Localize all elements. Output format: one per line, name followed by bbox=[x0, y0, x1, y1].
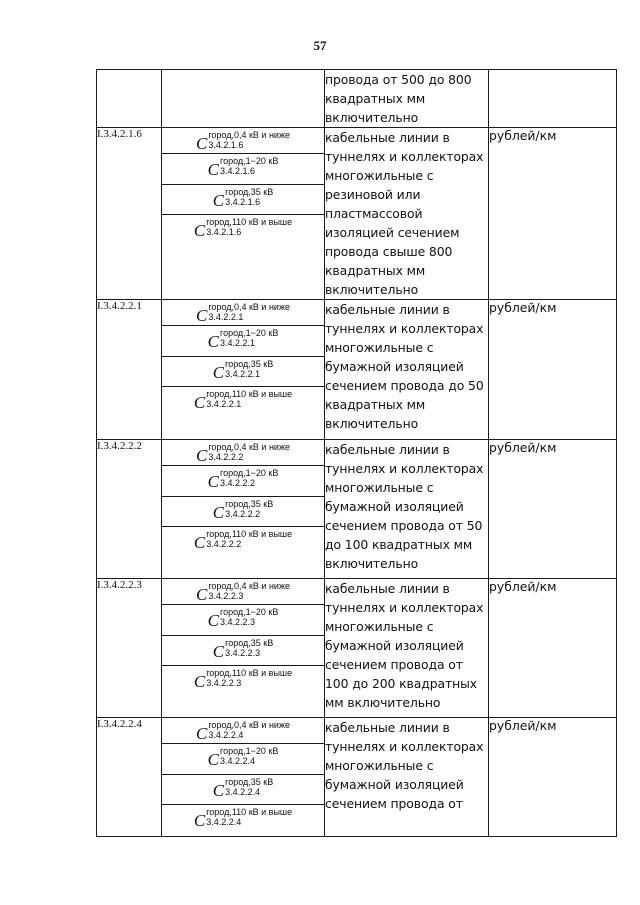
description-cell: провода от 500 до 800 квадратных мм включительно bbox=[325, 70, 489, 128]
tariff-symbol bbox=[162, 635, 324, 665]
symbol-base: C bbox=[207, 160, 219, 179]
symbol-indices bbox=[225, 777, 273, 797]
symbol-indices bbox=[220, 746, 278, 766]
tariff-symbol bbox=[162, 128, 324, 153]
description-cell: кабельные линии в туннелях и коллекторах многожильные с бумажной изоляцией сечением провода от 50 до 100 квадратных мм включительно bbox=[325, 440, 489, 579]
symbol-subscript: 3.4.2.2.4 bbox=[208, 730, 244, 740]
symbol-subscript: 3.4.2.2.2 bbox=[206, 539, 242, 549]
symbol-base: C bbox=[193, 672, 206, 691]
symbol-indices bbox=[206, 529, 292, 549]
symbol-base: C bbox=[195, 585, 208, 604]
symbol-subscript: 3.4.2.2.1 bbox=[206, 399, 242, 409]
table-row bbox=[97, 300, 617, 440]
symbol-base: C bbox=[212, 781, 225, 800]
symbol-indices bbox=[225, 499, 273, 519]
symbol-indices bbox=[220, 156, 278, 176]
symbol-superscript: город,1−20 кВ bbox=[219, 156, 279, 166]
unit-cell: рублей/км bbox=[489, 300, 617, 440]
symbol-base: C bbox=[195, 446, 208, 465]
unit-cell: рублей/км bbox=[489, 579, 617, 718]
tariff-symbol bbox=[162, 496, 324, 526]
symbol-superscript: город,0,4 кВ и ниже bbox=[208, 581, 290, 591]
symbol-base: C bbox=[193, 811, 206, 830]
unit-cell: рублей/км bbox=[489, 128, 617, 300]
symbol-superscript: город,110 кВ и выше bbox=[206, 668, 293, 678]
symbol-superscript: город,0,4 кВ и ниже bbox=[208, 442, 290, 452]
symbol-superscript: город,110 кВ и выше bbox=[206, 807, 293, 817]
tariff-symbol bbox=[162, 465, 324, 496]
symbol-cell bbox=[162, 300, 325, 440]
symbol-superscript: город,0,4 кВ и ниже bbox=[208, 130, 290, 140]
symbol-subscript: 3.4.2.2.4 bbox=[219, 756, 256, 766]
symbol-subscript: 3.4.2.1.6 bbox=[219, 166, 256, 176]
symbol-superscript: город,35 кВ bbox=[225, 359, 274, 369]
symbol-indices bbox=[220, 607, 278, 627]
symbol-indices bbox=[208, 442, 290, 462]
symbol-base: C bbox=[195, 306, 208, 325]
symbol-superscript: город,1−20 кВ bbox=[219, 468, 279, 478]
description-cell: кабельные линии в туннелях и коллекторах многожильные с бумажной изоляцией сечением провода от bbox=[325, 718, 489, 837]
tariff-symbol bbox=[162, 300, 324, 325]
description-cell: кабельные линии в туннелях и коллекторах многожильные с бумажной изоляцией сечением провода до 50 квадратных мм включительно bbox=[325, 300, 489, 440]
symbol-superscript: город,35 кВ bbox=[225, 187, 274, 197]
symbol-indices bbox=[208, 720, 290, 740]
tariff-symbol bbox=[162, 386, 324, 418]
symbol-superscript: город,35 кВ bbox=[225, 638, 274, 648]
description-cell: кабельные линии в туннелях и коллекторах многожильные с резиновой или пластмассовой изоляцией сечением провода свыше 800 квадратных мм включительно bbox=[325, 128, 489, 300]
symbol-indices bbox=[225, 638, 273, 658]
unit-cell: рублей/км bbox=[489, 440, 617, 579]
symbol-superscript: город,35 кВ bbox=[225, 777, 274, 787]
symbol-cell bbox=[162, 128, 325, 300]
symbol-indices bbox=[225, 187, 273, 207]
table-row-continuation bbox=[97, 70, 617, 128]
code-cell bbox=[97, 70, 162, 128]
code-cell: I.3.4.2.2.4 bbox=[97, 718, 162, 837]
symbol-superscript: город,110 кВ и выше bbox=[206, 217, 293, 227]
tariff-symbol bbox=[162, 604, 324, 635]
symbol-indices bbox=[208, 302, 290, 322]
symbol-cell bbox=[162, 579, 325, 718]
symbol-superscript: город,35 кВ bbox=[225, 499, 274, 509]
symbol-cell-empty bbox=[162, 70, 325, 128]
tariff-symbol bbox=[162, 325, 324, 356]
symbol-subscript: 3.4.2.2.1 bbox=[219, 338, 256, 348]
symbol-cell bbox=[162, 440, 325, 579]
symbol-indices bbox=[206, 668, 292, 688]
symbol-subscript: 3.4.2.2.3 bbox=[206, 678, 242, 688]
tariff-symbol bbox=[162, 356, 324, 386]
symbol-subscript: 3.4.2.2.1 bbox=[208, 312, 244, 322]
tariff-symbol bbox=[162, 153, 324, 184]
code-cell: I.3.4.2.2.1 bbox=[97, 300, 162, 440]
symbol-indices bbox=[206, 389, 292, 409]
tariff-symbol bbox=[162, 743, 324, 774]
symbol-subscript: 3.4.2.2.3 bbox=[208, 591, 244, 601]
symbol-subscript: 3.4.2.2.1 bbox=[225, 369, 261, 379]
tariff-symbol bbox=[162, 214, 324, 246]
symbol-base: C bbox=[212, 503, 225, 522]
symbol-base: C bbox=[207, 750, 219, 769]
tariff-symbol bbox=[162, 665, 324, 697]
unit-cell bbox=[489, 70, 617, 128]
table-row bbox=[97, 718, 617, 837]
symbol-base: C bbox=[207, 611, 219, 630]
symbol-subscript: 3.4.2.1.6 bbox=[208, 140, 244, 150]
symbol-base: C bbox=[193, 221, 206, 240]
symbol-base: C bbox=[212, 642, 225, 661]
tariff-table bbox=[96, 69, 617, 837]
symbol-base: C bbox=[195, 134, 208, 153]
tariff-symbol bbox=[162, 184, 324, 214]
tariff-symbol bbox=[162, 579, 324, 604]
symbol-cell bbox=[162, 718, 325, 837]
symbol-indices bbox=[220, 328, 278, 348]
symbol-superscript: город,110 кВ и выше bbox=[206, 529, 293, 539]
symbol-indices bbox=[206, 807, 292, 827]
unit-cell: рублей/км bbox=[489, 718, 617, 837]
symbol-base: C bbox=[212, 363, 225, 382]
symbol-subscript: 3.4.2.2.4 bbox=[206, 817, 242, 827]
symbol-subscript: 3.4.2.2.3 bbox=[219, 617, 256, 627]
symbol-subscript: 3.4.2.2.2 bbox=[208, 452, 244, 462]
symbol-superscript: город,0,4 кВ и ниже bbox=[208, 720, 290, 730]
tariff-symbol bbox=[162, 718, 324, 743]
symbol-superscript: город,1−20 кВ bbox=[219, 607, 279, 617]
symbol-subscript: 3.4.2.2.2 bbox=[219, 478, 256, 488]
symbol-superscript: город,0,4 кВ и ниже bbox=[208, 302, 290, 312]
symbol-base: C bbox=[207, 332, 219, 351]
table-row bbox=[97, 579, 617, 718]
symbol-subscript: 3.4.2.1.6 bbox=[225, 197, 261, 207]
symbol-base: C bbox=[195, 724, 208, 743]
description-cell: кабельные линии в туннелях и коллекторах многожильные с бумажной изоляцией сечением провода от 100 до 200 квадратных мм включительно bbox=[325, 579, 489, 718]
table-row bbox=[97, 440, 617, 579]
tariff-symbol bbox=[162, 526, 324, 558]
symbol-subscript: 3.4.2.1.6 bbox=[206, 227, 242, 237]
tariff-symbol bbox=[162, 774, 324, 804]
table-row bbox=[97, 128, 617, 300]
code-cell: I.3.4.2.2.3 bbox=[97, 579, 162, 718]
symbol-superscript: город,1−20 кВ bbox=[219, 746, 279, 756]
symbol-base: C bbox=[193, 533, 206, 552]
symbol-indices bbox=[220, 468, 278, 488]
symbol-indices bbox=[208, 130, 290, 150]
symbol-indices bbox=[225, 359, 273, 379]
symbol-subscript: 3.4.2.2.4 bbox=[225, 787, 261, 797]
symbol-superscript: город,110 кВ и выше bbox=[206, 389, 293, 399]
symbol-subscript: 3.4.2.2.3 bbox=[225, 648, 261, 658]
code-cell: I.3.4.2.1.6 bbox=[97, 128, 162, 300]
page-number: 57 bbox=[313, 38, 327, 53]
symbol-base: C bbox=[207, 472, 219, 491]
symbol-base: C bbox=[212, 191, 225, 210]
tariff-symbol bbox=[162, 440, 324, 465]
symbol-subscript: 3.4.2.2.2 bbox=[225, 509, 261, 519]
code-cell: I.3.4.2.2.2 bbox=[97, 440, 162, 579]
symbol-base: C bbox=[193, 393, 206, 412]
symbol-indices bbox=[206, 217, 292, 237]
symbol-indices bbox=[208, 581, 290, 601]
symbol-superscript: город,1−20 кВ bbox=[219, 328, 279, 338]
tariff-symbol bbox=[162, 804, 324, 836]
